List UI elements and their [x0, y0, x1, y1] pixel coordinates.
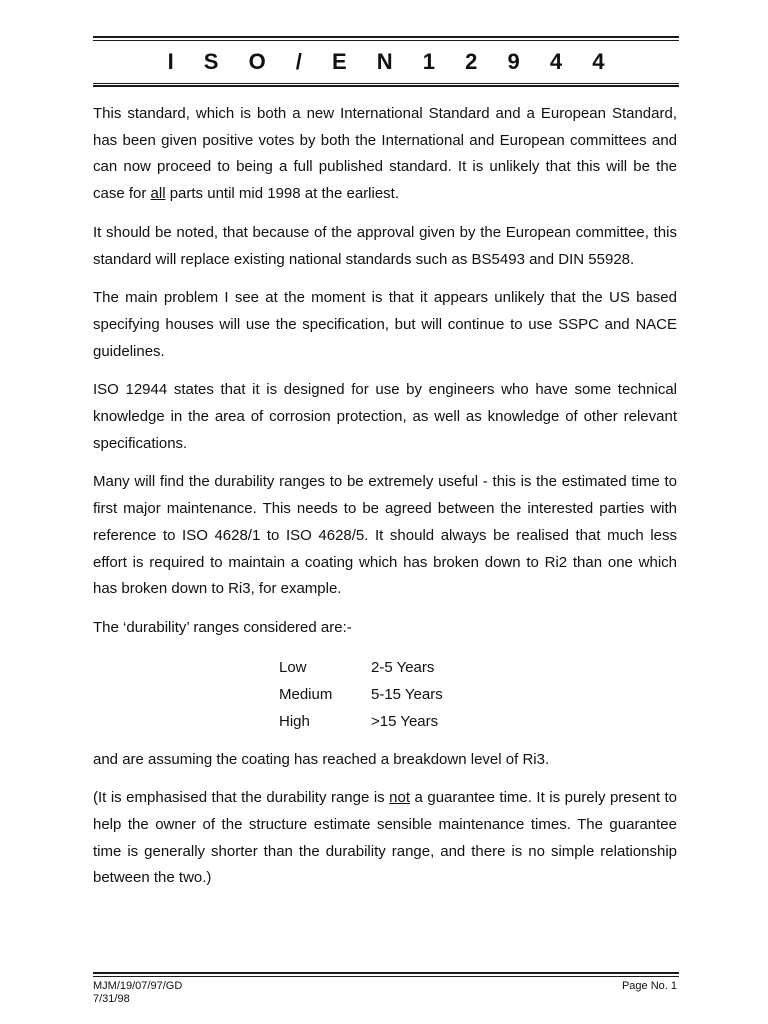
durability-level: Medium: [279, 685, 333, 703]
document-title: I S O / E N 1 2 9 4 4: [167, 49, 617, 74]
paragraph-guarantee-note: [93, 785, 677, 892]
paragraph-main-problem: The main problem I see at the moment is that it appears unlikely that the US based specifying houses will use the specification, but will continue to use SSPC and NACE guidelines.: [93, 289, 677, 360]
paragraph-text: parts until mid 1998 at the earliest.: [165, 185, 400, 203]
footer-rule-thin: [93, 976, 679, 977]
footer-rule-thick: [93, 972, 679, 974]
document-body: [93, 101, 677, 904]
paragraph-standard-status: [93, 101, 677, 208]
durability-range: 5-15 Years: [371, 685, 443, 703]
header-rule-bottom-thin: [93, 83, 679, 84]
paragraph-intended-users: ISO 12944 states that it is designed for use by engineers who have some technical knowledge in the area of corrosion protection, as well as knowledge of other relevant specifications.: [93, 381, 677, 452]
paragraph-breakdown-level: and are assuming the coating has reached a breakdown level of Ri3.: [93, 750, 550, 768]
durability-level: High: [279, 712, 310, 730]
table-row: [279, 654, 443, 681]
footer-ref-code: MJM/19/07/97/GD: [93, 980, 183, 992]
header-rule-bottom-thick: [93, 85, 679, 87]
header-rule-top-thin: [93, 40, 679, 41]
document-page: [93, 0, 679, 1024]
durability-range: 2-5 Years: [371, 658, 435, 676]
durability-table: [279, 654, 443, 735]
footer-date: 7/31/98: [93, 993, 130, 1005]
durability-level: Low: [279, 658, 307, 676]
header-rule-top-thick: [93, 36, 679, 38]
durability-range: >15 Years: [371, 712, 439, 730]
paragraph-durability-intro: Many will find the durability ranges to be extremely useful - this is the estimated time to first major maintenance. This needs to be agreed between the interested parties with reference to ISO 4628/1 to ISO 4628/5. It should always be realised that much less effort is required to maintain a coating which has broken down to Ri2 than one which has broken down to Ri3, for example.: [93, 473, 677, 598]
table-row: [279, 681, 443, 708]
table-row: [279, 708, 443, 735]
emphasis-not: not: [389, 789, 411, 807]
paragraph-ranges-heading: The ‘durability’ ranges considered are:-: [93, 618, 352, 636]
paragraph-text: This standard, which is both a new International Standard and a European Standard, has been given positive votes by both the International and European committees and can now proceed to being a full published standard. It is unlikely that this will be the case for: [93, 105, 677, 203]
paragraph-text: a guarantee time. It is purely present to help the owner of the structure estimate sensible maintenance times. The guarantee time is generally shorter than the durability range, and there is no simple relationship between the two.): [93, 789, 677, 887]
emphasis-all: all: [150, 185, 166, 203]
paragraph-approval: It should be noted, that because of the approval given by the European committee, this standard will replace existing national standards such as BS5493 and DIN 55928.: [93, 223, 677, 268]
paragraph-text: (It is emphasised that the durability range is: [93, 789, 390, 807]
footer-page-number: Page No. 1: [621, 980, 677, 992]
footer-reference: [93, 980, 182, 1006]
